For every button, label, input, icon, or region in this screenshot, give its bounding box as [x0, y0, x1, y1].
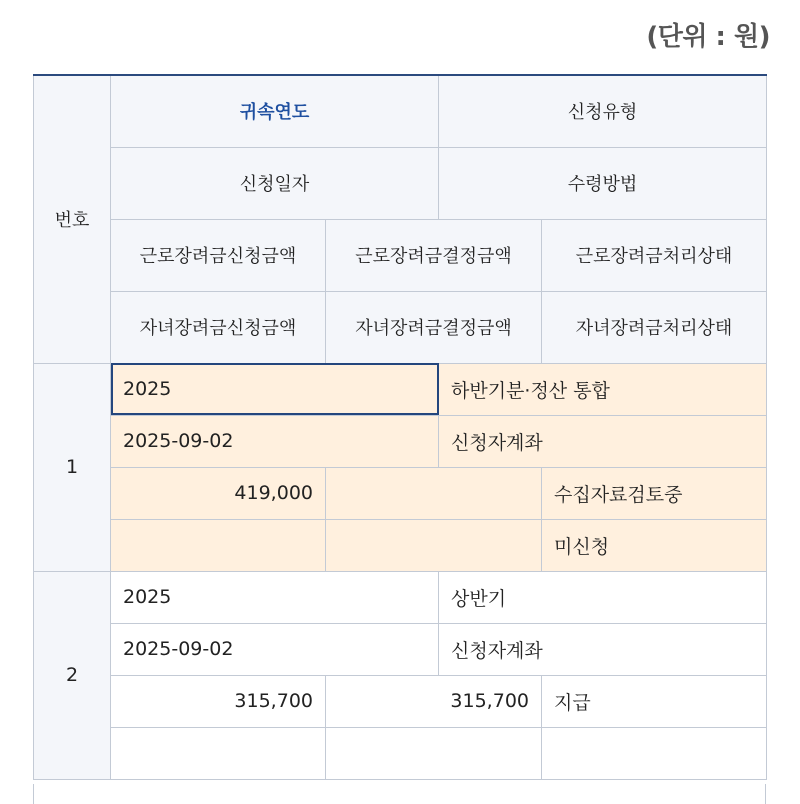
record-work-status[interactable]: 수집자료검토중	[542, 467, 767, 519]
header-row	[34, 291, 767, 363]
header-child-decided-amount: 자녀장려금결정금액	[326, 291, 542, 363]
record-number: 1	[34, 363, 111, 571]
table-continuation	[33, 784, 766, 804]
record-child-status[interactable]	[542, 727, 767, 779]
record-apply-type[interactable]: 상반기	[439, 571, 767, 623]
header-row	[34, 147, 767, 219]
record-work-apply-amount[interactable]: 419,000	[111, 467, 326, 519]
record-receive-method[interactable]: 신청자계좌	[439, 623, 767, 675]
record-child-decided-amount[interactable]	[326, 727, 542, 779]
header-apply-type: 신청유형	[439, 75, 767, 147]
header-child-apply-amount: 자녀장려금신청금액	[111, 291, 326, 363]
record-work-decided-amount[interactable]	[326, 467, 542, 519]
record-apply-date[interactable]: 2025-09-02	[111, 415, 439, 467]
incentive-table	[33, 74, 767, 780]
unit-label: (단위 : 원)	[646, 22, 770, 52]
header-number: 번호	[34, 75, 111, 363]
record-work-decided-amount[interactable]: 315,700	[326, 675, 542, 727]
header-row	[34, 75, 767, 147]
table-row[interactable]	[34, 675, 767, 727]
table-row[interactable]	[34, 571, 767, 623]
table-row[interactable]	[34, 519, 767, 571]
header-work-status: 근로장려금처리상태	[542, 219, 767, 291]
header-receive-method: 수령방법	[439, 147, 767, 219]
record-child-decided-amount[interactable]	[326, 519, 542, 571]
table-row[interactable]	[34, 727, 767, 779]
record-apply-type[interactable]: 하반기분·정산 통합	[439, 363, 767, 415]
header-child-status: 자녀장려금처리상태	[542, 291, 767, 363]
header-year[interactable]: 귀속연도	[111, 75, 439, 147]
table-row[interactable]	[34, 623, 767, 675]
table-row[interactable]	[34, 415, 767, 467]
record-child-status[interactable]: 미신청	[542, 519, 767, 571]
record-child-apply-amount[interactable]	[111, 519, 326, 571]
record-number: 2	[34, 571, 111, 779]
record-year[interactable]: 2025	[111, 363, 439, 415]
record-receive-method[interactable]: 신청자계좌	[439, 415, 767, 467]
record-apply-date[interactable]: 2025-09-02	[111, 623, 439, 675]
record-year[interactable]: 2025	[111, 571, 439, 623]
header-row	[34, 219, 767, 291]
header-apply-date: 신청일자	[111, 147, 439, 219]
header-work-decided-amount: 근로장려금결정금액	[326, 219, 542, 291]
record-child-apply-amount[interactable]	[111, 727, 326, 779]
record-work-status[interactable]: 지급	[542, 675, 767, 727]
record-work-apply-amount[interactable]: 315,700	[111, 675, 326, 727]
table-row[interactable]	[34, 363, 767, 415]
header-work-apply-amount: 근로장려금신청금액	[111, 219, 326, 291]
table-row[interactable]	[34, 467, 767, 519]
